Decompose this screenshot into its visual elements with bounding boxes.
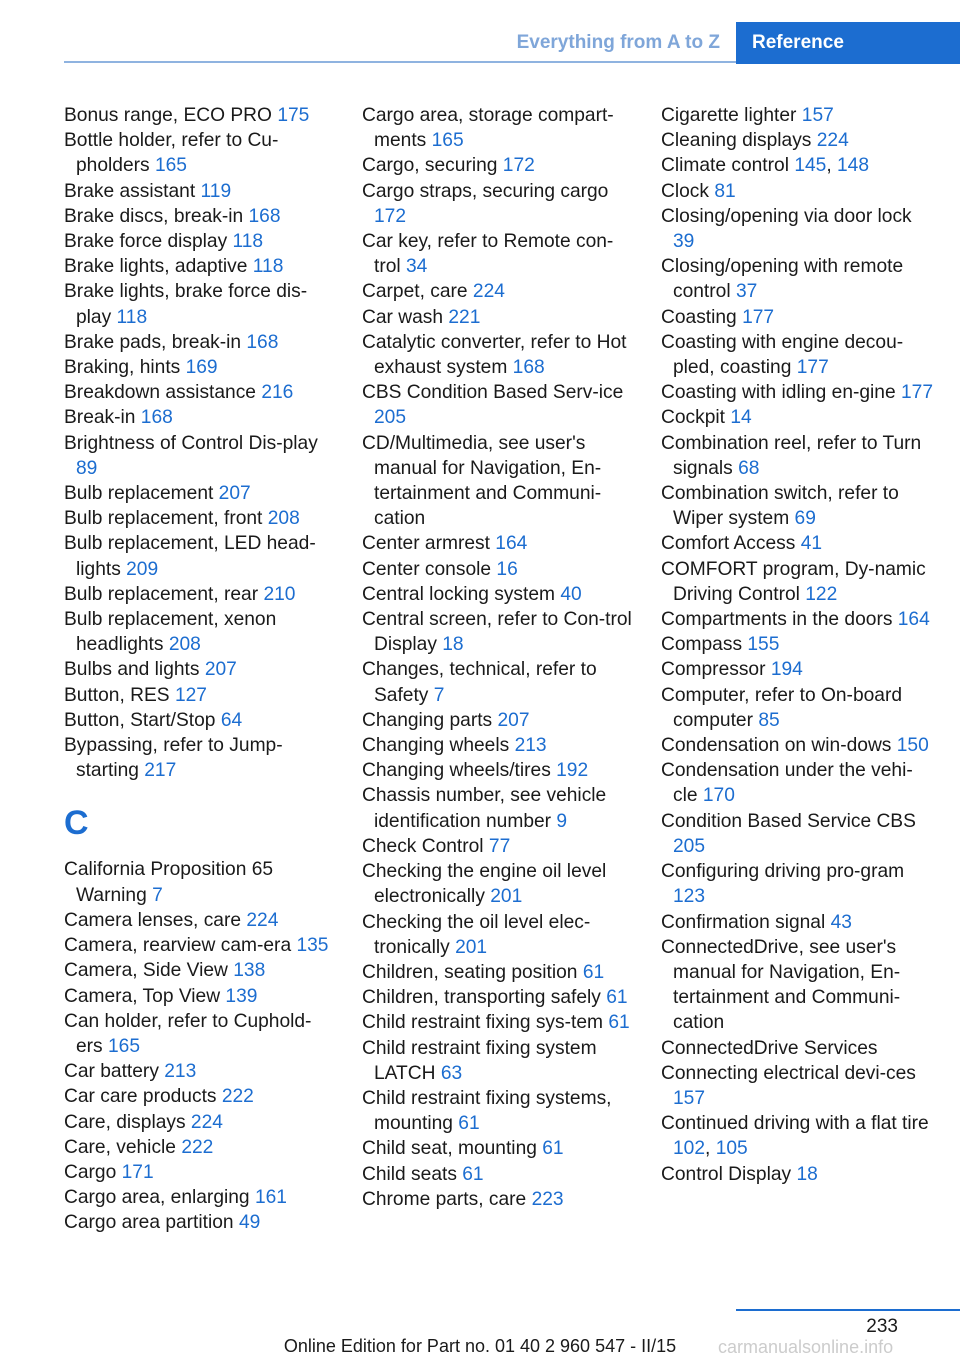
page-ref-link[interactable]: 207 <box>218 483 251 505</box>
index-entry <box>362 910 638 960</box>
page-ref-link[interactable]: 223 <box>531 1188 564 1210</box>
index-entry <box>661 431 937 481</box>
entry-term: Combination switch, refer to Wiper system <box>661 483 899 530</box>
page-ref-link[interactable]: 148 <box>837 155 870 177</box>
index-entry <box>661 405 937 430</box>
page-ref-link[interactable]: 61 <box>458 1113 480 1135</box>
page-ref-link[interactable]: 34 <box>406 256 428 278</box>
page-number: 233 <box>866 1316 898 1337</box>
page-ref-link[interactable]: 224 <box>246 909 279 931</box>
page-ref-link[interactable]: 61 <box>582 961 605 983</box>
page-ref-link[interactable]: 63 <box>440 1062 463 1084</box>
index-entry <box>64 1135 336 1160</box>
page-ref-link[interactable]: 105 <box>715 1138 748 1160</box>
index-entry <box>64 279 336 329</box>
entry-term: Cargo straps, securing cargo <box>362 180 609 202</box>
index-entry <box>661 330 937 380</box>
section-title: Everything from A to Z <box>516 32 720 53</box>
index-entry <box>64 607 336 657</box>
entry-term: Coasting with engine decou-pled, coasting <box>661 331 904 379</box>
page-ref-link[interactable]: 164 <box>495 533 528 555</box>
index-entry <box>661 935 937 1036</box>
entry-term: Center console <box>362 558 492 580</box>
index-entry <box>362 708 638 733</box>
entry-term: Cockpit <box>661 407 725 429</box>
index-entry: Climate control 145, 148 <box>661 155 870 177</box>
entry-term: Brake discs, break-in <box>64 205 244 227</box>
index-entry <box>362 557 638 582</box>
index-entry <box>362 985 638 1010</box>
entry-term: Continued driving with a flat tire <box>661 1113 929 1135</box>
index-entry <box>661 380 937 405</box>
index-entry <box>661 809 937 859</box>
index-entry <box>362 582 638 607</box>
page-ref-link[interactable]: 172 <box>502 155 535 177</box>
entry-term: Cargo area, storage compart-ments <box>362 105 614 152</box>
page-ref-link[interactable]: 177 <box>796 357 829 379</box>
index-entry <box>362 380 638 430</box>
page-ref-link[interactable]: 18 <box>796 1163 818 1185</box>
index-entry <box>64 531 336 581</box>
page-ref-link[interactable]: 169 <box>185 357 218 379</box>
page-ref-link[interactable]: 37 <box>735 281 758 303</box>
page-ref-link[interactable]: 123 <box>673 886 706 908</box>
page-ref-link[interactable]: 150 <box>896 735 929 757</box>
page-ref-link[interactable]: 168 <box>140 407 173 429</box>
index-entry <box>64 1059 336 1084</box>
page-ref-link[interactable]: 119 <box>200 180 232 202</box>
page-ref-link[interactable]: 122 <box>805 583 838 605</box>
index-entry <box>362 834 638 859</box>
entry-term: Catalytic converter, refer to Hot exhaust system <box>362 331 627 379</box>
index-entry <box>661 481 937 531</box>
entry-term: Car wash <box>362 306 444 328</box>
page-ref-link[interactable]: 207 <box>497 709 530 731</box>
index-entry <box>362 1187 638 1212</box>
index-entry <box>362 179 638 229</box>
entry-term: Brightness of Control Dis-play <box>64 432 318 454</box>
index-entry <box>362 103 638 153</box>
index-entry <box>661 683 937 733</box>
page-ref-link[interactable]: 213 <box>164 1061 197 1083</box>
page-ref-link[interactable]: 224 <box>472 281 505 303</box>
page-header <box>0 22 960 64</box>
page-ref-link[interactable]: 177 <box>901 382 934 404</box>
index-entry <box>64 330 336 355</box>
page-ref-link[interactable]: 201 <box>455 936 488 958</box>
index-entry <box>64 355 336 380</box>
page-ref-link[interactable]: 194 <box>770 659 803 681</box>
index-entry <box>64 582 336 607</box>
page-ref-link[interactable]: 139 <box>225 985 258 1007</box>
index-letter-heading: C <box>64 804 89 843</box>
index-column-2 <box>362 103 638 1212</box>
page-ref-link[interactable]: 68 <box>738 457 760 479</box>
page-ref-link[interactable]: 157 <box>673 1087 706 1109</box>
page-ref-link[interactable]: 201 <box>490 886 523 908</box>
entry-term: Closing/opening with remote control <box>661 256 904 303</box>
watermark: carmanualsonline.info <box>718 1337 894 1357</box>
page-ref-link[interactable]: 205 <box>374 407 407 429</box>
entry-term: Changing wheels <box>362 735 510 757</box>
page-ref-link[interactable]: 61 <box>542 1138 564 1160</box>
entry-term: Carpet, care <box>362 281 468 303</box>
page-ref-link[interactable]: 217 <box>144 760 177 782</box>
page-ref-link[interactable]: 224 <box>816 130 849 152</box>
edition-line: Online Edition for Part no. 01 40 2 960 547 - II/15 <box>283 1336 677 1356</box>
entry-term: Central screen, refer to Con-trol Display <box>362 609 632 656</box>
entry-term: Bulb replacement, LED head-lights <box>64 533 316 580</box>
page-ref-link[interactable]: 138 <box>233 960 266 982</box>
entry-term: Camera, Side View <box>64 960 228 982</box>
page-ref-link[interactable]: 61 <box>606 987 628 1009</box>
entry-term: Brake pads, break-in <box>64 331 242 353</box>
entry-term: Closing/opening via door lock <box>661 205 912 227</box>
page-ref-link[interactable]: 213 <box>514 735 547 757</box>
page-ref-link[interactable]: 40 <box>560 583 582 605</box>
page-ref-link[interactable]: 222 <box>221 1086 254 1108</box>
entry-term: Bypassing, refer to Jump-starting <box>64 735 283 782</box>
entry-term: Camera, rearview cam-era <box>64 935 292 957</box>
entry-term: Check Control <box>362 835 484 857</box>
page-ref-link[interactable]: 61 <box>462 1163 484 1185</box>
index-entry <box>64 128 336 178</box>
index-entry <box>661 733 937 758</box>
entry-term: Checking the oil level elec-tronically <box>362 911 591 958</box>
index-entry <box>362 531 638 556</box>
entry-term: COMFORT program, Dy-namic Driving Control <box>661 558 926 605</box>
entry-term: Car care products <box>64 1086 217 1108</box>
entry-term: Bottle holder, refer to Cu-pholders <box>64 130 279 177</box>
entry-term: Bonus range, ECO PRO <box>64 105 272 126</box>
index-entry <box>362 1086 638 1136</box>
page-ref-link[interactable]: 7 <box>152 884 163 906</box>
entry-term: Bulb replacement, xenon headlights <box>64 609 277 656</box>
entry-term: Confirmation signal <box>661 911 826 933</box>
entry-term: Center armrest <box>362 533 490 555</box>
page-ref-link[interactable]: 7 <box>433 684 445 706</box>
index-entry <box>64 506 336 531</box>
index-entry <box>64 1160 336 1185</box>
entry-term: Checking the engine oil level electronically <box>362 861 607 908</box>
entry-term: Bulbs and lights <box>64 659 200 681</box>
index-entry <box>661 204 937 254</box>
index-entry <box>64 481 336 506</box>
index-entry <box>362 330 638 380</box>
page-ref-link[interactable]: 208 <box>168 634 201 656</box>
index-entry <box>64 204 336 229</box>
index-entry <box>362 279 638 304</box>
index-entry <box>64 857 336 907</box>
index-entry <box>362 733 638 758</box>
entry-term: Brake lights, brake force dis-play <box>64 281 308 328</box>
page-ref-link[interactable]: 69 <box>794 508 816 530</box>
page-ref-link[interactable]: 49 <box>238 1212 261 1234</box>
page-ref-link[interactable]: 168 <box>512 357 545 379</box>
entry-term: Connecting electrical devi-ces <box>661 1062 916 1084</box>
entry-term: Chrome parts, care <box>362 1188 527 1210</box>
page-ref-link[interactable]: 221 <box>448 306 481 328</box>
page-ref-link[interactable]: 209 <box>126 558 159 580</box>
page-ref-link[interactable]: 18 <box>442 634 464 656</box>
index-entry <box>362 657 638 707</box>
page-ref-link[interactable]: 135 <box>296 935 329 957</box>
entry-term: Brake lights, adaptive <box>64 256 248 278</box>
index-entry <box>362 859 638 909</box>
entry-term: Combination reel, refer to Turn signals <box>661 432 922 479</box>
index-entry <box>64 380 336 405</box>
index-entry <box>64 431 336 481</box>
index-entry <box>64 179 336 204</box>
index-entry <box>64 984 336 1009</box>
entry-term: ConnectedDrive Services <box>661 1037 878 1059</box>
index-entry <box>661 103 937 128</box>
index-entry <box>661 607 937 632</box>
entry-term: Care, displays <box>64 1111 186 1133</box>
page-ref-link[interactable]: 172 <box>374 205 407 227</box>
page-ref-link[interactable]: 102 <box>673 1138 706 1160</box>
entry-term: CD/Multimedia, see user's manual for Navigation, En-tertainment and Communi-cation <box>362 432 602 530</box>
page-ref-link[interactable]: 192 <box>556 760 589 782</box>
entry-term: Changing parts <box>362 709 493 731</box>
page-ref-link[interactable]: 118 <box>232 231 264 253</box>
page-ref-link[interactable]: 222 <box>181 1136 214 1158</box>
page-ref-link[interactable]: 207 <box>204 659 237 681</box>
entry-term: Button, RES <box>64 684 170 706</box>
entry-term: Configuring driving pro-gram <box>661 861 905 883</box>
page-ref-link[interactable]: 14 <box>730 407 752 429</box>
page-ref-link[interactable]: 85 <box>758 709 780 731</box>
entry-term: Condensation under the vehi-cle <box>661 760 913 807</box>
entry-term: Compartments in the doors <box>661 609 893 631</box>
index-entry <box>362 431 638 532</box>
index-entry <box>362 1036 638 1086</box>
entry-term: Cargo <box>64 1161 117 1183</box>
entry-term: Break-in <box>64 407 136 429</box>
index-entry <box>64 229 336 254</box>
entry-term: Cargo, securing <box>362 155 498 177</box>
index-entry <box>661 632 937 657</box>
entry-term: Camera, Top View <box>64 985 221 1007</box>
entry-term: Changing wheels/tires <box>362 760 551 782</box>
index-entry <box>362 1010 638 1035</box>
entry-term: Control Display <box>661 1163 792 1185</box>
page-ref-link[interactable]: 170 <box>702 785 735 807</box>
page-ref-link[interactable]: 43 <box>830 911 852 933</box>
index-entry <box>64 908 336 933</box>
index-entry <box>661 758 937 808</box>
index-entry <box>661 657 937 682</box>
entry-term: Child seat, mounting <box>362 1138 537 1160</box>
entry-term: Car battery <box>64 1061 159 1083</box>
index-entry <box>64 958 336 983</box>
page-ref-link[interactable]: 9 <box>556 810 568 832</box>
entry-term: Braking, hints <box>64 357 181 379</box>
page-ref-link[interactable]: 177 <box>742 306 775 328</box>
index-entry <box>362 783 638 833</box>
page-ref-link[interactable]: 165 <box>154 155 187 177</box>
page-ref-link[interactable]: 41 <box>800 533 823 555</box>
index-entry <box>64 103 336 128</box>
page-ref-link[interactable]: 210 <box>263 583 296 605</box>
entry-term: Changes, technical, refer to Safety <box>362 659 597 706</box>
page-ref-link[interactable]: 16 <box>496 558 518 580</box>
index-entry <box>362 1162 638 1187</box>
page-ref-link[interactable]: 64 <box>220 709 243 731</box>
page-ref-link[interactable]: 39 <box>673 231 695 253</box>
page-ref-link[interactable]: 168 <box>246 331 279 353</box>
entry-term: Cargo area partition <box>64 1212 234 1234</box>
page-ref-link[interactable]: 157 <box>801 105 834 126</box>
entry-term: Bulb replacement, rear <box>64 583 259 605</box>
entry-term: Climate control <box>661 155 789 177</box>
page-ref-link[interactable]: 216 <box>261 382 294 404</box>
page-ref-link[interactable]: 175 <box>277 105 310 126</box>
entry-term: Brake assistant <box>64 180 196 202</box>
entry-term: Camera lenses, care <box>64 909 242 931</box>
index-entry <box>661 128 937 153</box>
index-entry <box>362 229 638 279</box>
index-entry <box>64 254 336 279</box>
reference-tab[interactable]: Reference <box>736 22 960 64</box>
entry-term: Can holder, refer to Cuphold-ers <box>64 1010 312 1057</box>
index-entry <box>661 1036 937 1061</box>
index-entry <box>64 1110 336 1135</box>
index-entry <box>661 1061 937 1111</box>
index-entry <box>661 531 937 556</box>
entry-term: Compass <box>661 634 743 656</box>
page-ref-link[interactable]: 164 <box>897 609 930 631</box>
entry-term: Children, seating position <box>362 961 578 983</box>
index-entry <box>362 1136 638 1161</box>
index-entry <box>64 405 336 430</box>
index-entry <box>64 1084 336 1109</box>
entry-term: Car key, refer to Remote con-trol <box>362 231 614 278</box>
page-ref-link[interactable]: 155 <box>747 634 780 656</box>
page-ref-link[interactable]: 165 <box>108 1035 141 1057</box>
entry-term: Child restraint fixing system LATCH <box>362 1037 597 1084</box>
page-ref-link[interactable]: 145 <box>794 155 827 177</box>
index-entry <box>64 657 336 682</box>
page-ref-link[interactable]: 118 <box>252 256 284 278</box>
page-ref-link[interactable]: 165 <box>431 130 464 152</box>
entry-term: Chassis number, see vehicle identification number <box>362 785 607 832</box>
entry-term: Coasting with idling en-gine <box>661 382 896 404</box>
entry-term: Comfort Access <box>661 533 796 555</box>
entry-term: Condensation on win-dows <box>661 735 892 757</box>
index-entry <box>362 305 638 330</box>
page-ref-link[interactable]: 77 <box>488 835 511 857</box>
index-entry <box>661 254 937 304</box>
entry-term: Bulb replacement, front <box>64 508 263 530</box>
index-entry <box>64 733 336 783</box>
index-entry <box>64 1210 336 1235</box>
index-entry: Continued driving with a flat tire 102, 105 <box>661 1113 929 1160</box>
entry-term: Brake force display <box>64 231 228 253</box>
index-entry <box>661 557 937 607</box>
index-entry <box>661 859 937 909</box>
index-entry <box>64 683 336 708</box>
page-ref-link[interactable]: 168 <box>248 205 281 227</box>
index-entry <box>64 1009 336 1059</box>
entry-term: Bulb replacement <box>64 483 214 505</box>
index-column-1 <box>64 103 336 1236</box>
entry-term: Child seats <box>362 1163 457 1185</box>
index-entry <box>661 305 937 330</box>
page-ref-link[interactable]: 61 <box>608 1012 630 1034</box>
entry-term: Compressor <box>661 659 766 681</box>
entry-term: Cleaning displays <box>661 130 812 152</box>
page-ref-link[interactable]: 161 <box>254 1187 287 1209</box>
index-entry <box>362 758 638 783</box>
index-column-3 <box>661 103 937 1187</box>
page-ref-link[interactable]: 224 <box>190 1111 223 1133</box>
page-ref-link[interactable]: 171 <box>121 1161 154 1183</box>
entry-term: California Proposition 65 Warning <box>64 859 274 906</box>
page-ref-link[interactable]: 208 <box>267 508 300 530</box>
entry-term: Clock <box>661 180 709 202</box>
footer-rule <box>736 1309 960 1311</box>
index-entry <box>661 1162 937 1187</box>
entry-term: Child restraint fixing sys-tem <box>362 1012 603 1034</box>
entry-term: Condition Based Service CBS <box>661 810 916 832</box>
page-ref-link[interactable]: 89 <box>76 457 98 479</box>
entry-term: Button, Start/Stop <box>64 709 216 731</box>
entry-term: Central locking system <box>362 583 556 605</box>
index-entry <box>362 153 638 178</box>
entry-term: Care, vehicle <box>64 1136 176 1158</box>
index-entry <box>661 179 937 204</box>
entry-term: Coasting <box>661 306 737 328</box>
index-entry <box>64 708 336 733</box>
page-ref-link[interactable]: 118 <box>116 306 148 328</box>
page-ref-link[interactable]: 205 <box>673 835 706 857</box>
entry-term: ConnectedDrive, see user's manual for Navigation, En-tertainment and Communi-cation <box>661 936 901 1034</box>
index-entry <box>362 960 638 985</box>
index-entry <box>362 607 638 657</box>
entry-term: Breakdown assistance <box>64 382 256 404</box>
entry-term: CBS Condition Based Serv-ice <box>362 382 624 404</box>
entry-term: Child restraint fixing systems, mounting <box>362 1087 612 1135</box>
entry-term: Children, transporting safely <box>362 987 601 1009</box>
entry-term: Cigarette lighter <box>661 105 797 126</box>
index-entry <box>64 1185 336 1210</box>
entry-term: Computer, refer to On-board computer <box>661 684 903 731</box>
entry-term: Cargo area, enlarging <box>64 1187 250 1209</box>
index-entry <box>661 910 937 935</box>
index-entry <box>64 933 336 958</box>
header-rule <box>64 61 736 63</box>
page-ref-link[interactable]: 127 <box>174 684 207 706</box>
page-ref-link[interactable]: 81 <box>714 180 736 202</box>
